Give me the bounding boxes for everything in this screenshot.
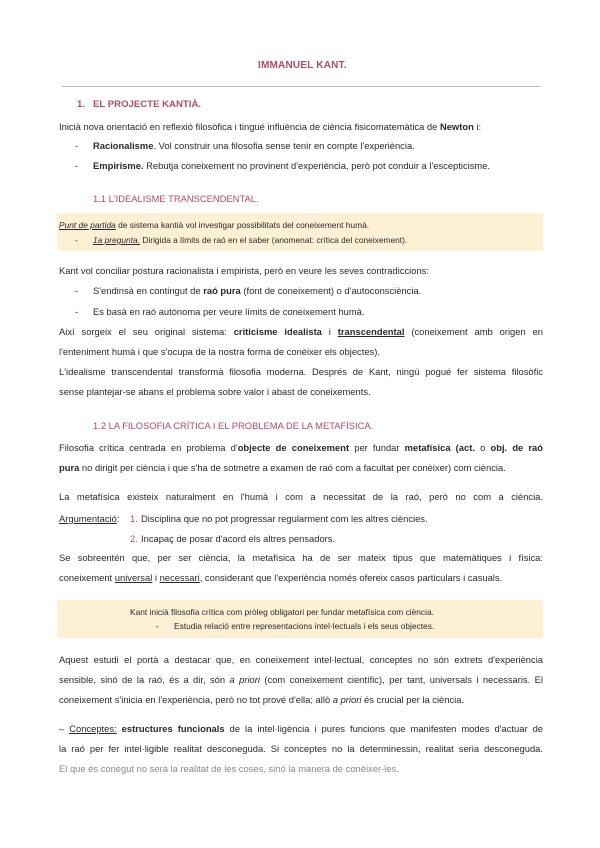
box-line-starting-point: Punt de partida de sistema kantià vol investigar possibilitats del coneixement humà. <box>59 220 370 230</box>
paragraph-conceptes-line-1: – Conceptes: estructures funcionals de la intel·ligència i pures funcions que manifesten modes d'actuar de <box>59 723 543 734</box>
argument-number: 2. <box>130 533 138 544</box>
document-title: IMMANUEL KANT. <box>258 60 347 71</box>
paragraph-kant-conciliar: Kant vol conciliar postura racionalista i empirista, però en veure les seves contradiccions: <box>59 265 429 276</box>
paragraph-estudi-line-2: sensible, sinó de la raó, és a dir, són a priori (com coneixement científic), per tant, universals i necessaris. El <box>59 674 544 685</box>
box-dash: - <box>75 235 78 245</box>
section-1-number: 1. <box>77 99 86 110</box>
highlight-box-critica <box>57 600 543 638</box>
paragraph-ciencia-line-2: coneixement universal i necessari, considerant que l'experiència només ofereix casos particulars i casuals. <box>59 572 503 583</box>
section-1-intro: Inicià nova orientació en reflexió filosòfica i tingué influència de ciència fisicomatemàtica de Newton i: <box>59 121 482 132</box>
list-item-racionalisme: Racionalisme. Vol construir una filosofia sense tenir en compte l'experiència. <box>93 140 415 151</box>
paragraph-estudi-line-3: coneixement s'inicia en l'experiència, però no tot prové d'ella; allò a priori és crucial per la ciència. <box>59 694 465 705</box>
argument-number: 1. <box>130 513 138 524</box>
argumentacio-label: Argumentació: <box>59 513 120 524</box>
paragraph-idealisme-line-1: L'idealisme transcendental transformà filosofia moderna. Després de Kant, ningú pogué fer sistema filosòfic <box>59 366 543 377</box>
list-dash: - <box>75 285 79 296</box>
box-dash: - <box>156 621 159 631</box>
list-dash: - <box>75 140 79 151</box>
section-1-1-heading: 1.1 L'IDEALISME TRANSCENDENTAL. <box>93 193 259 204</box>
list-dash: - <box>75 160 79 171</box>
section-1-2-heading: 1.2 LA FILOSOFIA CRÍTICA I EL PROBLEMA DE LA METAFÍSICA. <box>93 420 374 431</box>
list-item-raon-autonoma: Es basà en raó autònoma per veure límits de coneixement humà. <box>93 306 365 317</box>
paragraph-estudi-line-1: Aquest estudi el portà a destacar que, en coneixement intel·lectual, conceptes no són extrets d'experiència <box>59 654 543 665</box>
argument-item: Disciplina que no pot progressar regularment com les altres ciències. <box>141 513 428 524</box>
paragraph-conceptes-line-2: la raó per fer intel·ligible realitat desconeguda. Si conceptes no la determinessin, realitat seria desconeguda. <box>59 743 543 754</box>
list-item-empirisme: Empirisme. Rebutja coneixement no provinent d'experiència, però pot conduir a l'escepticisme. <box>93 160 491 171</box>
paragraph-conegut: El que és conegut no serà la realitat de les coses, sinó la manera de conèixer-les. <box>59 763 399 774</box>
list-dash: - <box>75 306 79 317</box>
paragraph-criticisme-line-1: Així sorgeix el seu original sistema: criticisme idealista i transcendental (coneixement amb origen en <box>59 326 543 337</box>
box-line-first-question: 1a pregunta. Dirigida a límits de raó en el saber (anomenat: crítica del coneixement). <box>93 235 408 245</box>
paragraph-filosofia-critica-line-2: pura no dirigit per ciència i que s'ha de sotmetre a examen de raó com a facultat per conèixer) com ciència. <box>59 462 506 473</box>
argument-item: Incapaç de posar d'acord els altres pensadors. <box>141 533 336 544</box>
list-item-raon-pura: S'endinsà en contingut de raó pura (font de coneixement) o d'autoconsciència. <box>93 285 422 296</box>
box-line-kant-inicia: Kant inicià filosofia crítica com pròleg obligatori per fundar metafísica com ciència. <box>130 607 434 617</box>
paragraph-idealisme-line-2: sense plantejar-se abans el problema sobre valor i abast de coneixements. <box>59 386 371 397</box>
paragraph-filosofia-critica-line-1: Filosofia crítica centrada en problema d'objecte de coneixement per fundar metafísica (act. o obj. de raó <box>59 442 543 453</box>
section-1-heading: EL PROJECTE KANTIÀ. <box>93 99 202 110</box>
paragraph-metafisica: La metafísica existeix naturalment en l'humà i com a necessitat de la raó, però no com a ciència. <box>59 491 543 502</box>
paragraph-ciencia-line-1: Se sobreentén que, per ser ciència, la metafísica ha de ser mateix tipus que matemàtiques i física: <box>59 552 543 563</box>
box-line-estudia: Estudia relació entre representacions intel·lectuals i els seus objectes. <box>174 621 435 631</box>
paragraph-criticisme-line-2: l'enteniment humà i que s'ocupa de la nostra forma de conèixer els objectes). <box>59 346 380 357</box>
title-divider <box>62 86 540 87</box>
